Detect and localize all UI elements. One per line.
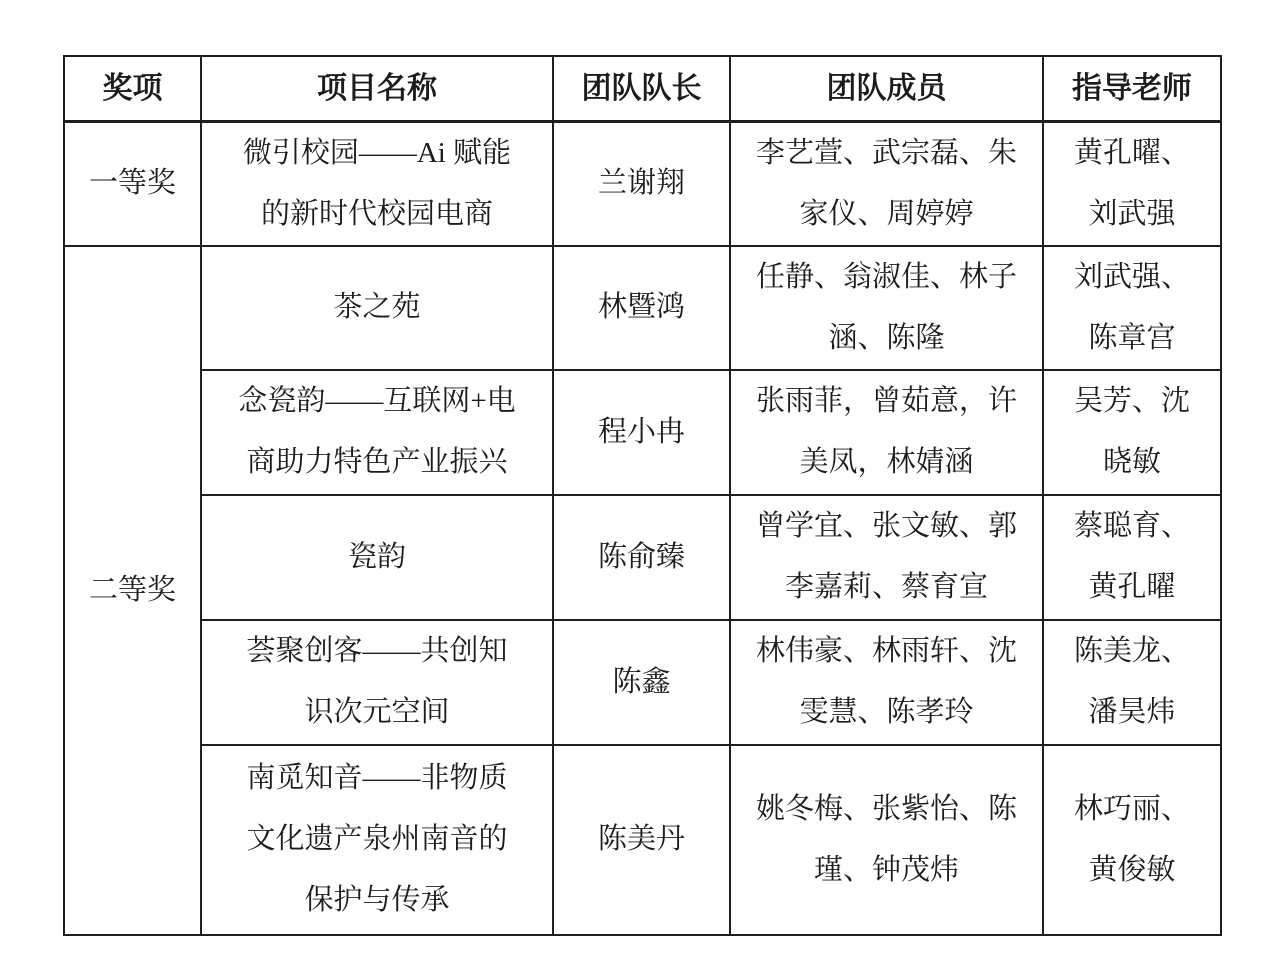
- teachers-cell: 林巧丽、黄俊敏: [1043, 745, 1221, 935]
- awards-table: [63, 55, 1222, 936]
- leader-cell: 兰谢翔: [553, 122, 730, 246]
- teachers-cell: 刘武强、陈章宫: [1043, 246, 1221, 370]
- leader-cell: 陈鑫: [553, 620, 730, 745]
- header-project: 项目名称: [201, 56, 553, 122]
- project-cell: 茶之苑: [201, 246, 553, 370]
- members-cell: 姚冬梅、张紫怡、陈瑾、钟茂炜: [730, 745, 1043, 935]
- leader-cell: 林暨鸿: [553, 246, 730, 370]
- leader-cell: 程小冉: [553, 370, 730, 495]
- table-row: [64, 122, 1221, 246]
- project-cell: 微引校园——Ai 赋能的新时代校园电商: [201, 122, 553, 246]
- header-members: 团队成员: [730, 56, 1043, 122]
- members-cell: 任静、翁淑佳、林子涵、陈隆: [730, 246, 1043, 370]
- members-cell: 林伟豪、林雨轩、沈雯慧、陈孝玲: [730, 620, 1043, 745]
- project-cell: 瓷韵: [201, 495, 553, 620]
- leader-cell: 陈美丹: [553, 745, 730, 935]
- table-header-row: [64, 56, 1221, 122]
- award-cell-second-prize: 二等奖: [64, 246, 201, 935]
- header-teachers: 指导老师: [1043, 56, 1221, 122]
- members-cell: 曾学宜、张文敏、郭李嘉莉、蔡育宣: [730, 495, 1043, 620]
- teachers-cell: 陈美龙、潘昊炜: [1043, 620, 1221, 745]
- teachers-cell: 蔡聪育、黄孔曜: [1043, 495, 1221, 620]
- table-row: [64, 620, 1221, 745]
- project-cell: 念瓷韵——互联网+电商助力特色产业振兴: [201, 370, 553, 495]
- table-row: [64, 246, 1221, 370]
- project-cell: 南觅知音——非物质文化遗产泉州南音的保护与传承: [201, 745, 553, 935]
- award-cell-first-prize: 一等奖: [64, 122, 201, 246]
- table-row: [64, 745, 1221, 935]
- teachers-cell: 黄孔曜、刘武强: [1043, 122, 1221, 246]
- members-cell: 李艺萱、武宗磊、朱家仪、周婷婷: [730, 122, 1043, 246]
- teachers-cell: 吴芳、沈晓敏: [1043, 370, 1221, 495]
- project-cell: 荟聚创客——共创知识次元空间: [201, 620, 553, 745]
- members-cell: 张雨菲，曾茹意，许美凤，林婧涵: [730, 370, 1043, 495]
- header-leader: 团队队长: [553, 56, 730, 122]
- table-row: [64, 370, 1221, 495]
- table-row: [64, 495, 1221, 620]
- leader-cell: 陈俞臻: [553, 495, 730, 620]
- header-award: 奖项: [64, 56, 201, 122]
